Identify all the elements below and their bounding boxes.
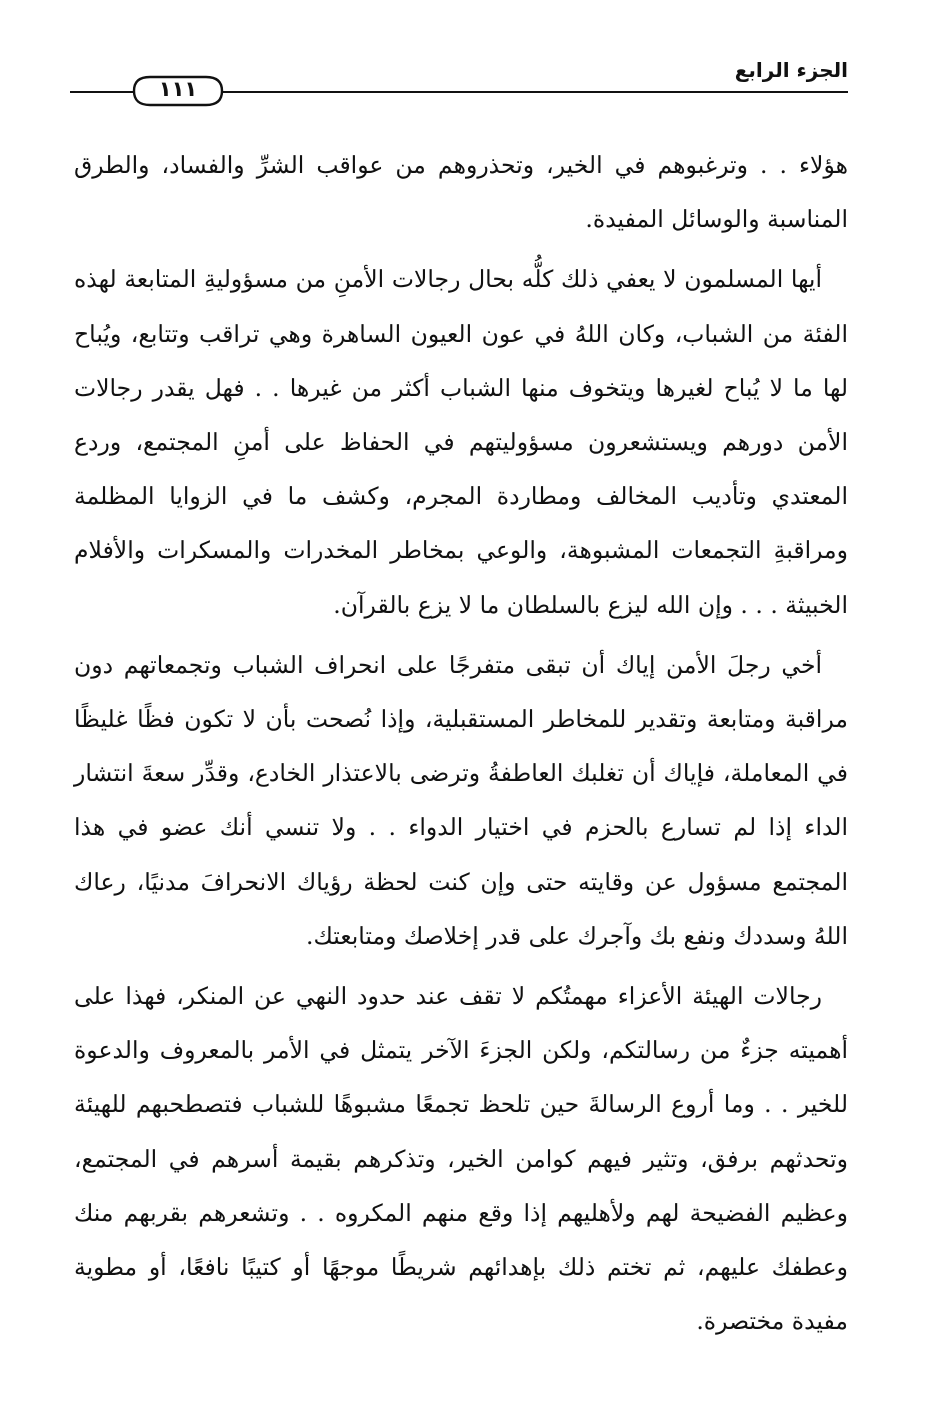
paragraph-1: هؤلاء . . وترغبوهم في الخير، وتحذروهم من عواقب الشرِّ والفساد، والطرق المناسبة والوسائل المفيدة. [74, 151, 848, 234]
paragraph-4: رجالات الهيئة الأعزاء مهمتُكم لا تقف عند حدود النهي عن المنكر، فهذا على أهميته جزءٌ من رسالتكم، ولكن الجزءَ الآخر يتمثل في الأمر بالمعروف والدعوة للخير . . وما أروع الرسالةَ حين تلحظ تجمعًا مشبوهًا للشباب فتصطحبهم للهيئة وتحدثهم برفق، وتثير فيهم كوامن الخير، وتذكرهم بقيمة أسرهم في المجتمع، وعظيم الفضيحة لهم ولأهليهم إذا وقع منهم المكروه . . وتشعرهم بقربهم منك وعطفك عليهم، ثم تختم ذلك بإهدائهم شريطًا موجهًا أو كتيبًا نافعًا، أو مطوية مفيدة مختصرة. [74, 982, 848, 1336]
paragraph-2: أيها المسلمون لا يعفي ذلك كلُّه بحال رجالات الأمنِ من مسؤوليةِ المتابعة لهذه الفئة من الشباب، وكان اللهُ في عون العيون الساهرة وهي تراقب وتتابع، ويُباح لها ما لا يُباح لغيرها ويتخوف منها الشباب أكثر من غيرها . . فهل يقدر رجالات الأمن دورهم ويستشعرون مسؤوليتهم في الحفاظ على أمنِ المجتمع، وردع المعتدي وتأديب المخالف ومطاردة المجرم، وكشف ما في الزوايا المظلمة ومراقبةِ التجمعات المشبوهة، والوعي بمخاطر المخدرات والمسكرات والأفلام الخبيثة . . . وإن الله ليزع بالسلطان ما لا يزع بالقرآن. [74, 265, 848, 619]
page-header [70, 54, 848, 114]
page-body [74, 138, 848, 1354]
page-number: ١١١ [158, 77, 198, 101]
page-number-frame [132, 74, 224, 108]
running-title: الجزء الرابع [734, 58, 848, 82]
paragraph-3: أخي رجلَ الأمن إياك أن تبقى متفرجًا على انحراف الشباب وتجمعاتهم دون مراقبة ومتابعة وتقدير للمخاطر المستقبلية، وإذا نُصحت بأن لا تكون فظًا غليظًا في المعاملة، فإياك أن تغلبك العاطفةُ وترضى بالاعتذار الخادع، وقدِّر سعةَ انتشار الداء إذا لم تسارع بالحزم في اختيار الدواء . . ولا تنسي أنك عضو في هذا المجتمع مسؤول عن وقايته حتى وإن كنت لحظة رؤياك الانحرافَ مدنيًا، رعاك اللهُ وسددك ونفع بك وآجرك على قدر إخلاصك ومتابعتك. [74, 650, 848, 950]
